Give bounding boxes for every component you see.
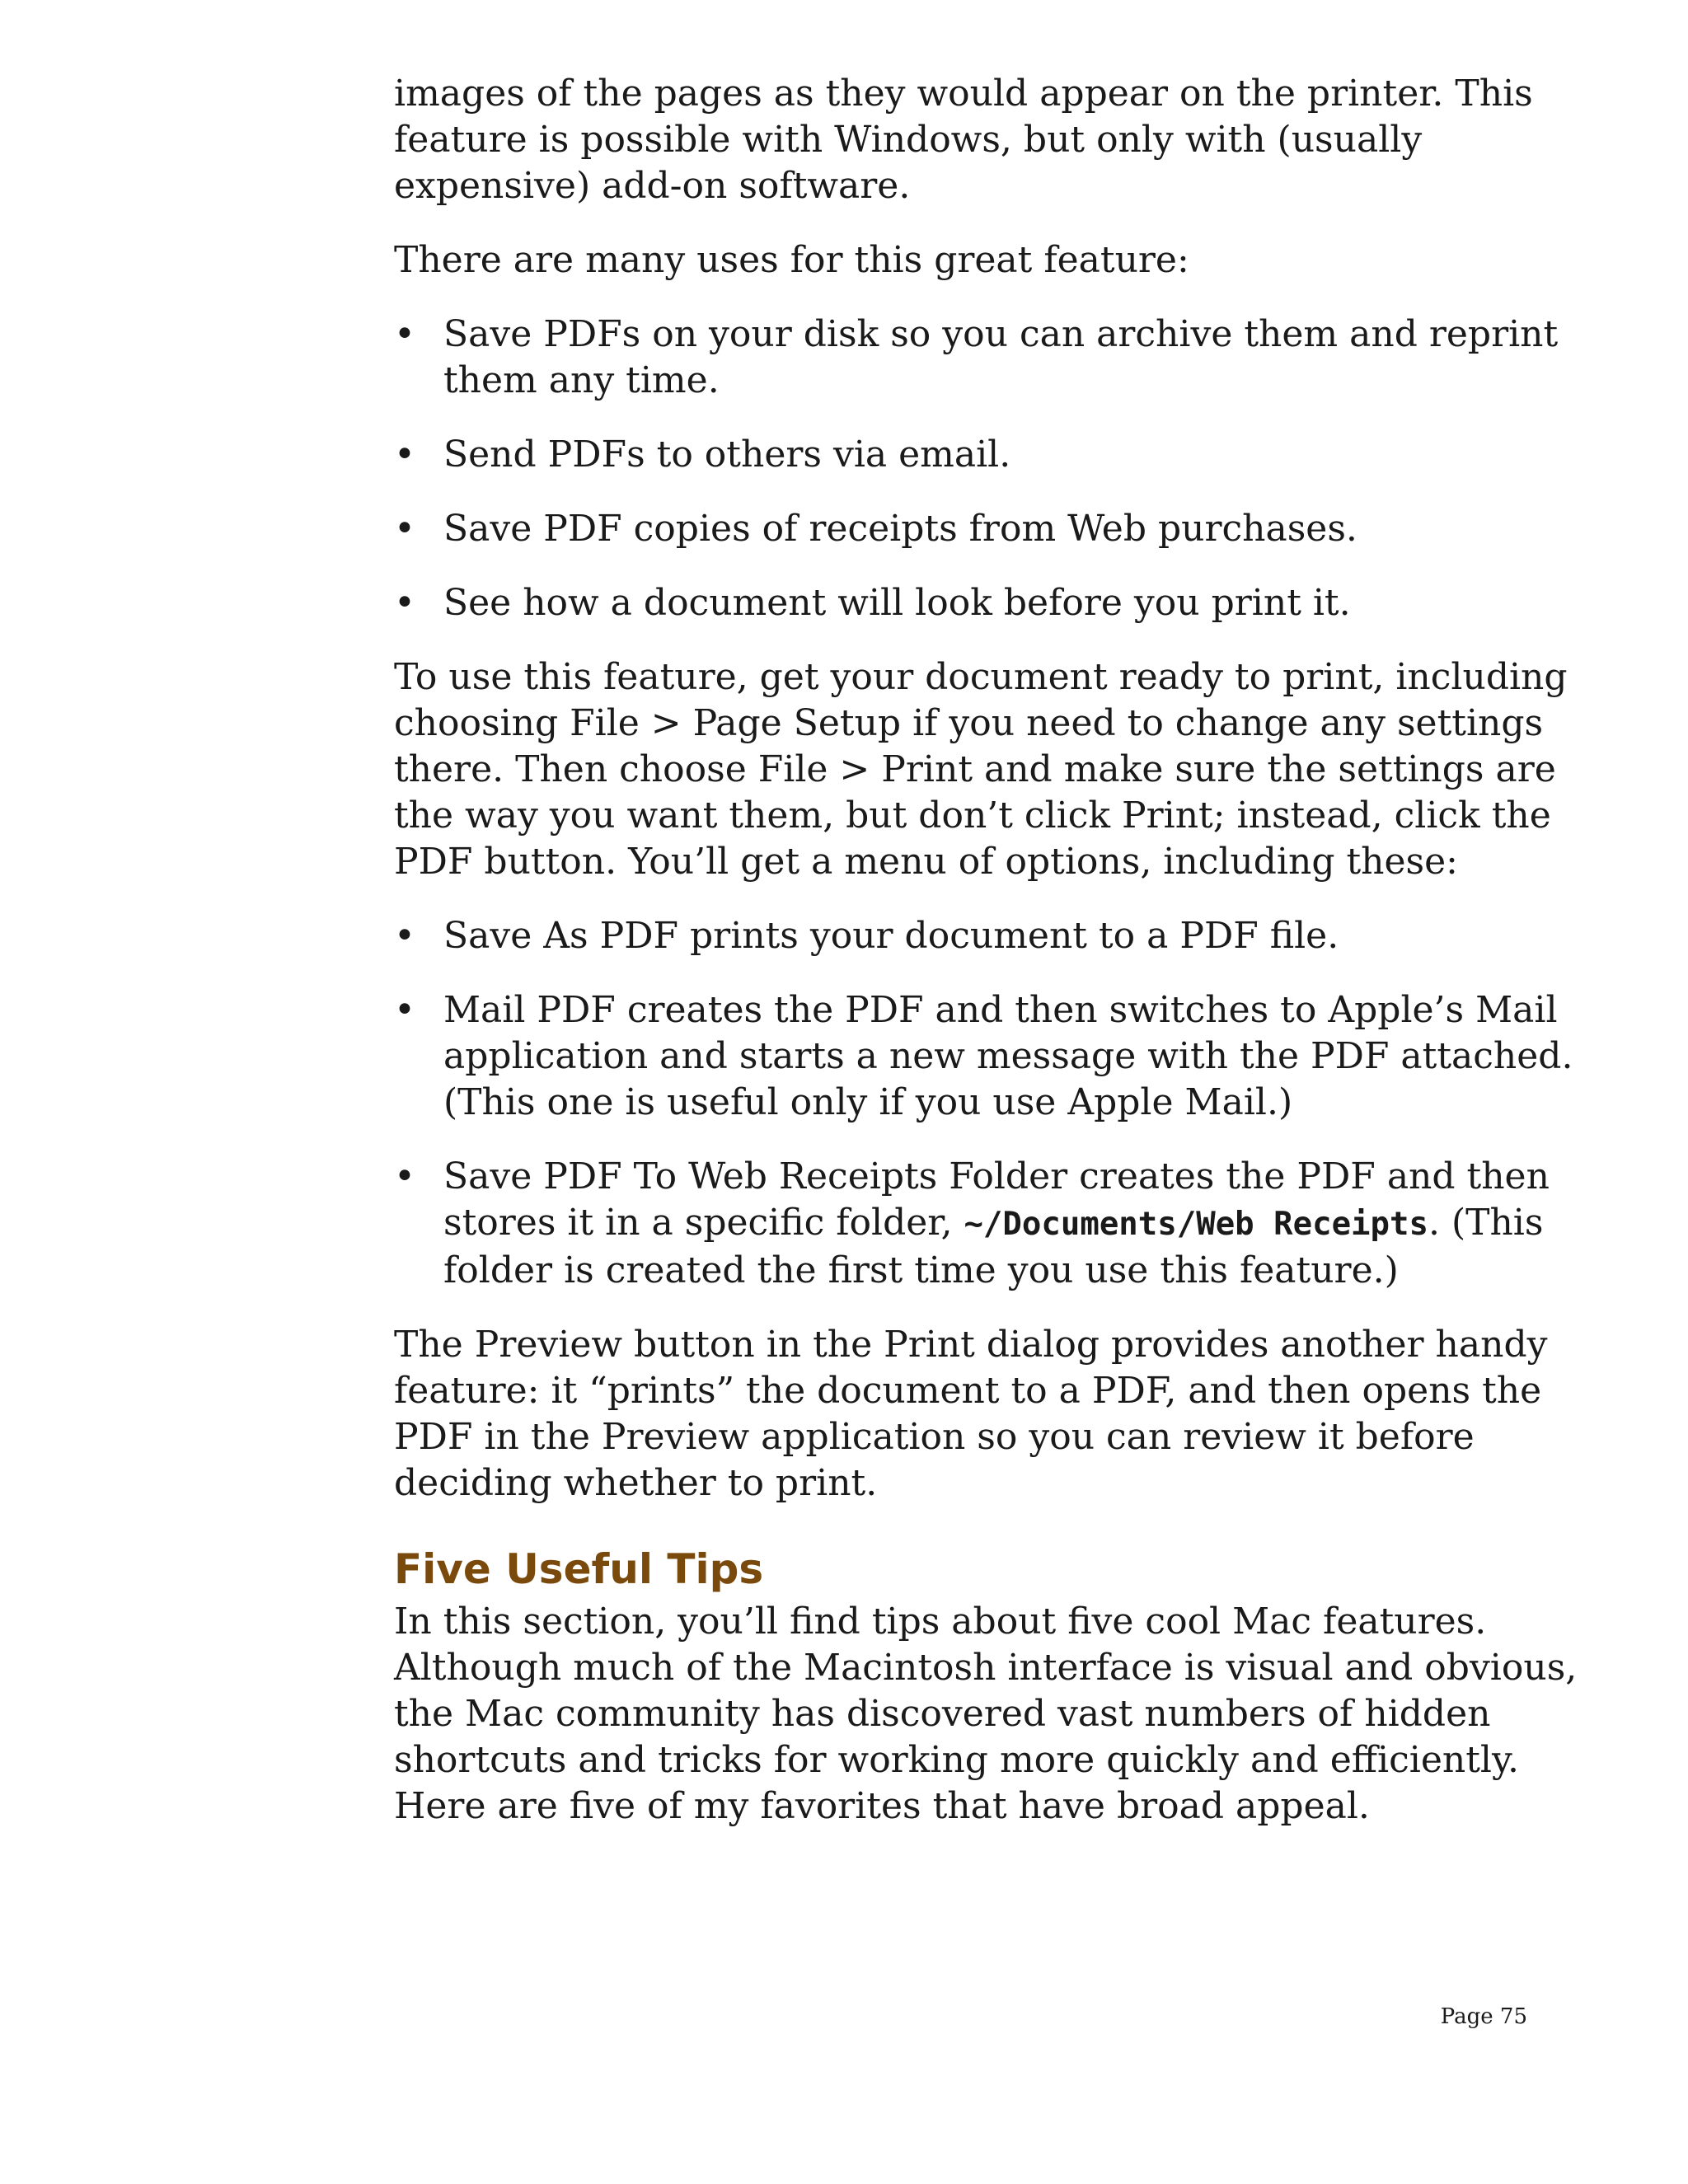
paragraph-intro: images of the pages as they would appear on the printer. This feature is possible with Windows, but only with (usually expensive) add-on software. <box>394 73 1533 207</box>
list-item-text-end: . (This folder is created the first time you use this feature.) <box>443 1202 1544 1291</box>
list-item-text <box>443 1155 1550 1291</box>
list-item <box>394 913 1581 959</box>
list-item <box>394 987 1581 1126</box>
options-list <box>394 913 1581 1294</box>
paragraph-section-body: In this section, you’ll find tips about five cool Mac features. Although much of the Macintosh interface is visual and obvious, the Mac community has discovered vast numbers of hidden shortcuts and tricks for working more quickly and efficiently. Here are five of my favorites that have broad appeal. <box>394 1601 1578 1827</box>
bullet-icon: • <box>394 434 415 476</box>
section-heading: Five Useful Tips <box>394 1545 764 1593</box>
paragraph-preview: The Preview button in the Print dialog provides another handy feature: it “prints” the document to a PDF, and then opens the PDF in the Preview application so you can review it before deciding whether to print. <box>394 1324 1548 1504</box>
folder-path-code: ~/Documents/Web Receipts <box>964 1206 1428 1243</box>
bullet-icon: • <box>394 989 415 1031</box>
list-item <box>394 1154 1581 1294</box>
list-item-text: Send PDFs to others via email. <box>443 434 1011 476</box>
bullet-icon: • <box>394 313 415 355</box>
bullet-icon: • <box>394 915 415 957</box>
list-item <box>394 312 1581 404</box>
page-number: Page 75 <box>1440 2004 1527 2029</box>
list-item-text: Save PDF copies of receipts from Web purchases. <box>443 508 1357 550</box>
list-item <box>394 580 1581 626</box>
list-item-text: Mail PDF creates the PDF and then switches to Apple’s Mail application and starts a new message with the PDF attached. (This one is useful only if you use Apple Mail.) <box>443 989 1573 1123</box>
bullet-icon: • <box>394 508 415 550</box>
paragraph-instructions: To use this feature, get your document ready to print, including choosing File > Page Setup if you need to change any settings there. Then choose File > Print and make sure the settings are the way you want them, but don’t click Print; instead, click the PDF button. You’ll get a menu of options, including these: <box>394 656 1568 883</box>
page-content <box>394 71 1581 1858</box>
paragraph-uses-intro: There are many uses for this great feature: <box>394 239 1189 281</box>
list-item-text: Save As PDF prints your document to a PDF file. <box>443 915 1339 957</box>
uses-list <box>394 312 1581 626</box>
list-item <box>394 506 1581 552</box>
bullet-icon: • <box>394 1155 415 1197</box>
list-item-text: Save PDFs on your disk so you can archive them and reprint them any time. <box>443 313 1559 401</box>
list-item-text-start: Save PDF To Web Receipts Folder creates the PDF and then stores it in a specific folder, <box>443 1155 1550 1244</box>
bullet-icon: • <box>394 582 415 624</box>
list-item-text: See how a document will look before you print it. <box>443 582 1351 624</box>
list-item <box>394 432 1581 478</box>
